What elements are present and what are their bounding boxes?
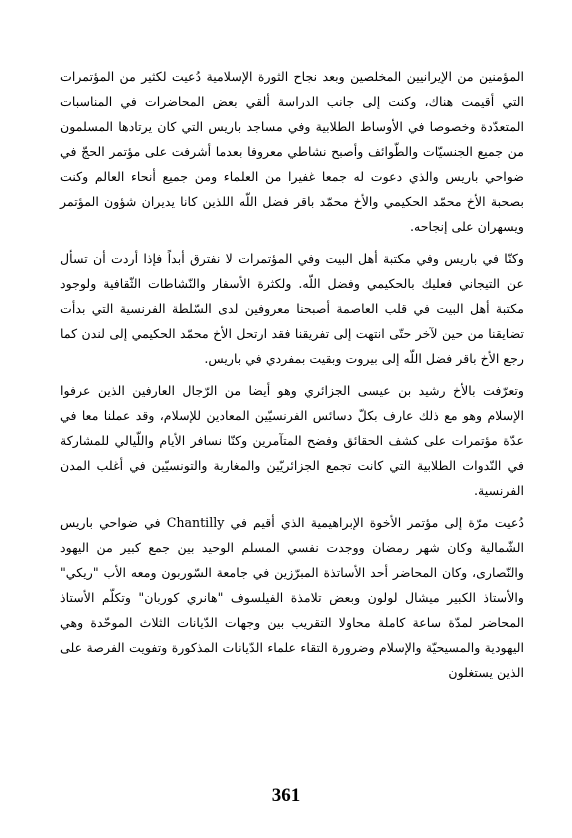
- page-number: 361: [271, 785, 301, 806]
- paragraph-3: وتعرّفت بالأخ رشيد بن عيسى الجزائري وهو أيضا من الرّجال العارفين الذين عرفوا الإسلام وهو مع ذلك عارف بكلّ دسائس الفرنسيّين المعادين للإسلام، وقد عملنا معا في عدّة مؤتمرات على كشف الحقائق وفضح المتآمرين وكنّا نسافر الأيام واللّيالي للمشاركة في النّدوات الطلابية التي كانت تجمع الجزائريّين والمغاربة والتونسيّين في أغلب المدن الفرنسية.: [60, 383, 524, 498]
- paragraph-4: دُعيت مرّة إلى مؤتمر الأخوة الإبراهيمية الذي أقيم في Chantilly في ضواحي باريس الشّمالية وكان شهر رمضان ووجدت نفسي المسلم الوحيد بين جمع كبير من اليهود والنّصارى، وكان المحاضر أحد الأساتذة المبرّزين في جامعة السّوربون ومعه الأب "ريكي" والأستاذ الكبير ميشال لولون وبعض تلامذة الفيلسوف "هانري كوربان" وتكلّم الأستاذ المحاضر لمدّة ساعة كاملة محاولا التقريب بين وجهات الدّيانات الثلاث الموحّدة وهي اليهودية والمسيحيّة والإسلام وضرورة التقاء علماء الدّيانات المذكورة وتفويت الفرصة على الذين يستغلون: [60, 515, 524, 680]
- body-text: [60, 64, 524, 685]
- paragraph-1: المؤمنين من الإيرانيين المخلصين وبعد نجاح الثورة الإسلامية دُعيت لكثير من المؤتمرات التي أقيمت هناك، وكنت إلى جانب الدراسة ألقي بعض المحاضرات في المناسبات المتعدّدة وخصوصا في الأوساط الطلابية وفي مساجد باريس التي كان يرتادها المسلمون من جميع الجنسيّات والطّوائف وأصبح نشاطي معروفا بعدما أشرفت على مؤتمر الحجّ في ضواحي باريس والذي دعوت له جمعا غفيرا من العلماء ومن جميع أنحاء العالم وكنت بصحبة الأخ محمّد الحكيمي والأخ محمّد باقر فضل اللّه اللذين كانا يديران شؤون المؤتمر ويسهران على إنجاحه.: [60, 69, 524, 234]
- paragraph-2: وكنّا في باريس وفي مكتبة أهل البيت وفي المؤتمرات لا نفترق أبداً فإذا أردت أن تسأل عن التيجاني فعليك بالحكيمي وفضل اللّه. ولكثرة الأسفار والنّشاطات الثّقافية ولوجود مكتبة أهل البيت في قلب العاصمة أصبحنا معروفين لدى السّلطة الفرنسية التي بدأت تضايقنا من حين لآخر حتّى انتهت إلى تفريقنا فقد ارتحل الأخ محمّد الحكيمي إلى لندن كما رجع الأخ باقر فضل اللّه إلى بيروت وبقيت بمفردي في باريس.: [60, 251, 524, 366]
